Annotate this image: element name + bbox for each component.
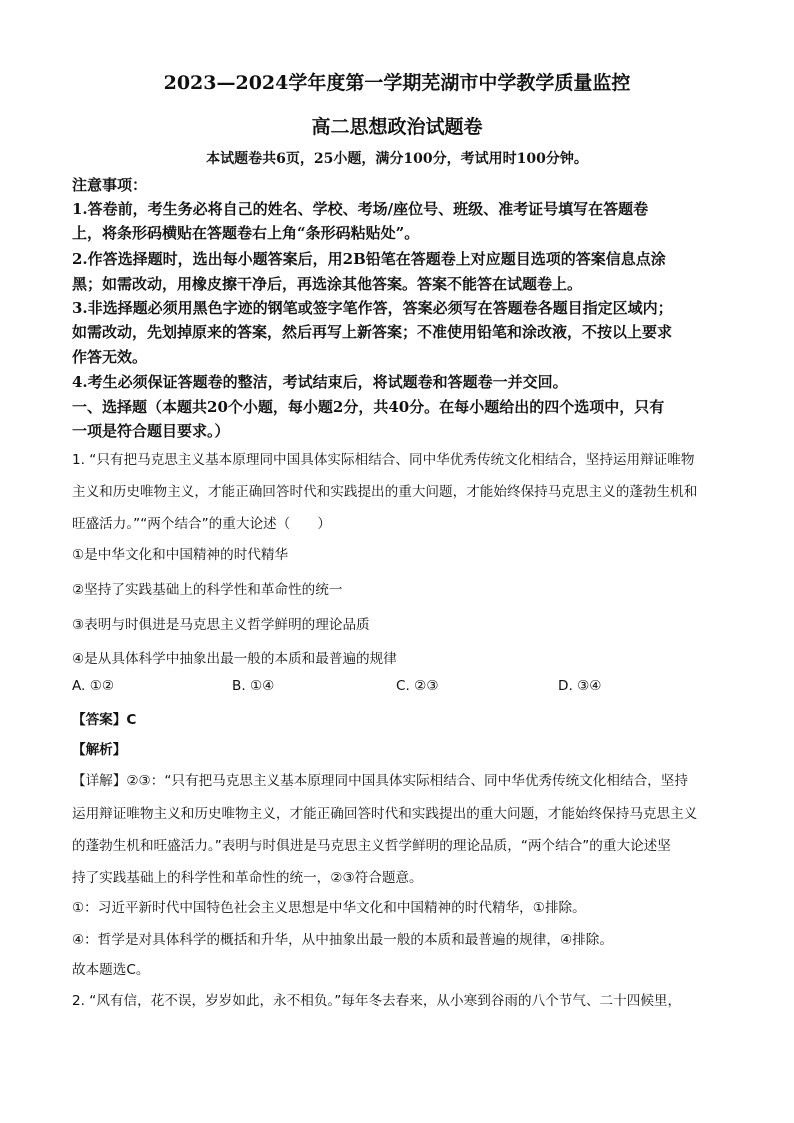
notice-line: 作答无效。 [72,348,148,366]
notice-line: 3.非选择题必须用黑色字迹的钢笔或签字笔作答，答案必须写在答题卷各题目指定区域内； [72,299,673,317]
option-b: B. ①④ [232,678,275,694]
question-stem: 2. “风有信，花不误，岁岁如此，永不相负。”每年冬去春来，从小寒到谷雨的八个节气、二十四候里， [72,993,682,1009]
notice-line: 4.考生必须保证答题卷的整洁，考试结束后，将试题卷和答题卷一并交回。 [72,373,568,391]
question-stem: 主义和历史唯物主义，才能正确回答时代和实践提出的重大问题，才能始终保持马克思主义的蓬勃生机和 [72,484,698,500]
statement: ③表明与时俱进是马克思主义哲学鲜明的理论品质 [72,617,370,633]
analysis-line: 的蓬勃生机和旺盛活力。”表明与时俱进是马克思主义哲学鲜明的理论品质，“两个结合”的重大论述坚 [72,838,671,854]
analysis-line: 【详解】②③：“只有把马克思主义基本原理同中国具体实际相结合、同中华优秀传统文化相结合，坚持 [72,773,688,789]
statement: ②坚持了实践基础上的科学性和革命性的统一 [72,582,343,598]
notice-line: 上，将条形码横贴在答题卷右上角“条形码粘贴处”。 [72,224,420,242]
notice-line: 2.作答选择题时，选出每小题答案后，用2B铅笔在答题卷上对应题目选项的答案信息点涂 [72,250,666,268]
answer-label: 【答案】C [72,712,137,728]
notice-line: 1.答卷前，考生务必将自己的姓名、学校、考场/座位号、班级、准考证号填写在答题卷 [72,200,649,218]
notice-line: 黑；如需改动，用橡皮擦干净后，再选涂其他答案。答案不能答在试题卷上。 [72,275,583,293]
analysis-line: ④：哲学是对具体科学的概括和升华，从中抽象出最一般的本质和最普遍的规律，④排除。 [72,932,613,948]
exam-info: 本试题卷共6页，25小题，满分100分，考试用时100分钟。 [206,151,588,167]
section-heading: 一项是符合题目要求。） [72,422,230,440]
analysis-label: 【解析】 [72,742,127,758]
option-c: C. ②③ [396,678,439,694]
option-a: A. ①② [72,678,115,694]
analysis-line: 故本题选C。 [72,962,150,978]
exam-title: 2023—2024学年度第一学期芜湖市中学教学质量监控 [163,72,631,94]
statement: ④是从具体科学中抽象出最一般的本质和最普遍的规律 [72,651,397,667]
statement: ①是中华文化和中国精神的时代精华 [72,547,289,563]
analysis-line: 运用辩证唯物主义和历史唯物主义，才能正确回答时代和实践提出的重大问题，才能始终保持马克思主义 [72,806,698,822]
exam-subject-title: 高二思想政治试题卷 [311,116,483,138]
question-stem: 旺盛活力。”“两个结合”的重大论述（ ） [72,516,332,532]
notice-heading: 注意事项： [72,176,148,194]
question-stem: 1. “只有把马克思主义基本原理同中国具体实际相结合、同中华优秀传统文化相结合，坚持运用辩证唯物 [72,452,695,468]
analysis-line: 持了实践基础上的科学性和革命性的统一，②③符合题意。 [72,870,423,886]
option-d: D. ③④ [558,678,602,694]
section-heading: 一、选择题（本题共20个小题，每小题2分，共40分。在每小题给出的四个选项中，只有 [72,398,665,416]
notice-line: 如需改动，先划掉原来的答案，然后再写上新答案；不准使用铅笔和涂改液，不按以上要求 [72,323,673,341]
analysis-line: ①：习近平新时代中国特色社会主义思想是中华文化和中国精神的时代精华，①排除。 [72,900,586,916]
